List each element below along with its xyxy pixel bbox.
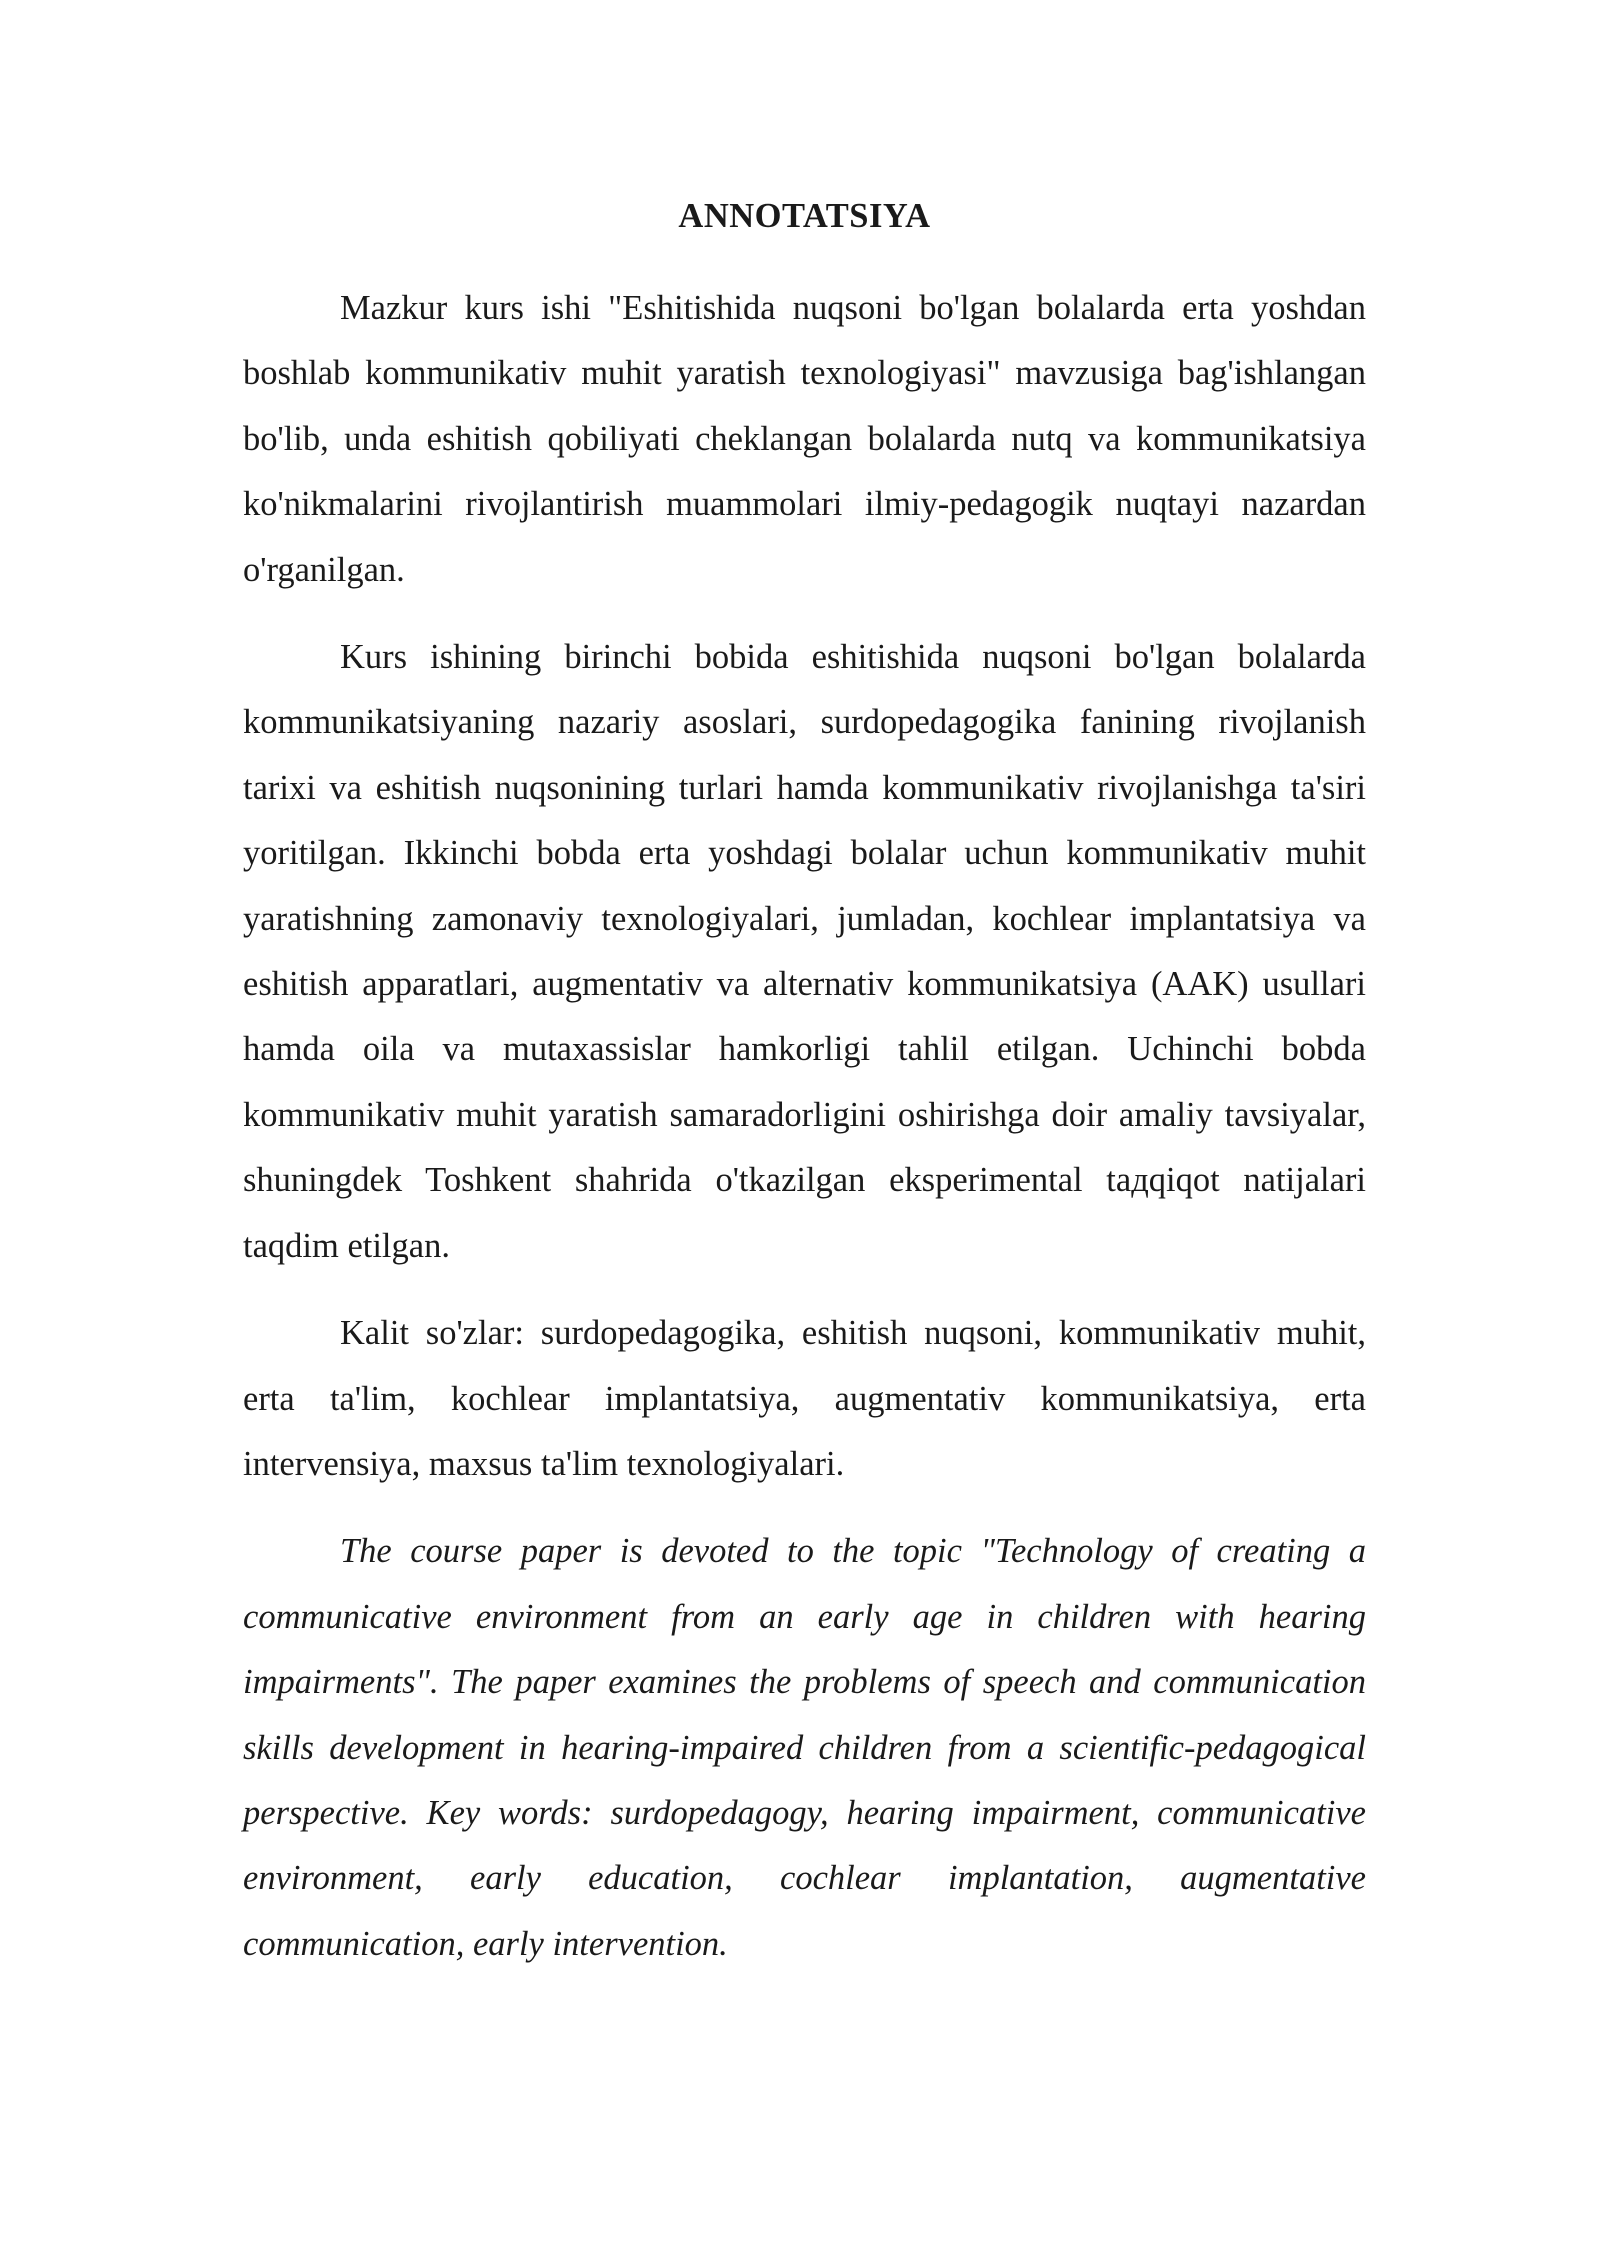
abstract-paragraph-uz-1: Mazkur kurs ishi "Eshitishida nuqsoni bo'lgan bolalarda erta yoshdan boshlab kommunikativ muhit yaratish texnologiyasi" mavzusiga bag'ishlangan bo'lib, unda eshitish qobiliyati cheklangan bolalarda nutq va kommunikatsiya ko'nikmalarini rivojlantirish muammolari ilmiy-pedagogik nuqtayi nazardan o'rganilgan. xyxy=(243,289,1366,589)
abstract-paragraph-uz-2: Kurs ishining birinchi bobida eshitishida nuqsoni bo'lgan bolalarda kommunikatsiyaning nazariy asoslari, surdopedagogika fanining rivojlanish tarixi va eshitish nuqsonining turlari hamda kommunikativ rivojlanishga ta'siri yoritilgan. Ikkinchi bobda erta yoshdagi bolalar uchun kommunikativ muhit yaratishning zamonaviy texnologiyalari, jumladan, kochlear implantatsiya va eshitish apparatlari, augmentativ va alternativ kommunikatsiya (AAK) usullari hamda oila va mutaxassislar hamkorligi tahlil etilgan. Uchinchi bobda kommunikativ muhit yaratish samaradorligini oshirishga doir amaliy tavsiyalar, shuningdek Toshkent shahrida o'tkazilgan eksperimental taдqiqot natijalari taqdim etilgan. xyxy=(243,638,1366,1265)
abstract-paragraph-en: The course paper is devoted to the topic "Technology of creating a communicative environment from an early age in children with hearing impairments". The paper examines the problems of speech and communication skills development in hearing-impaired children from a scientific-pedagogical perspective. Key words: surdopedagogy, hearing impairment, communicative environment, early education, cochlear implantation, augmentative communication, early intervention. xyxy=(243,1532,1366,1963)
keywords-paragraph-uz: Kalit so'zlar: surdopedagogika, eshitish nuqsoni, kommunikativ muhit, erta ta'lim, kochlear implantatsiya, augmentativ kommunikatsiya, erta intervensiya, maxsus ta'lim texnologiyalari. xyxy=(243,1314,1366,1483)
document-body xyxy=(243,190,1366,1999)
page-title: ANNOTATSIYA xyxy=(678,197,931,235)
